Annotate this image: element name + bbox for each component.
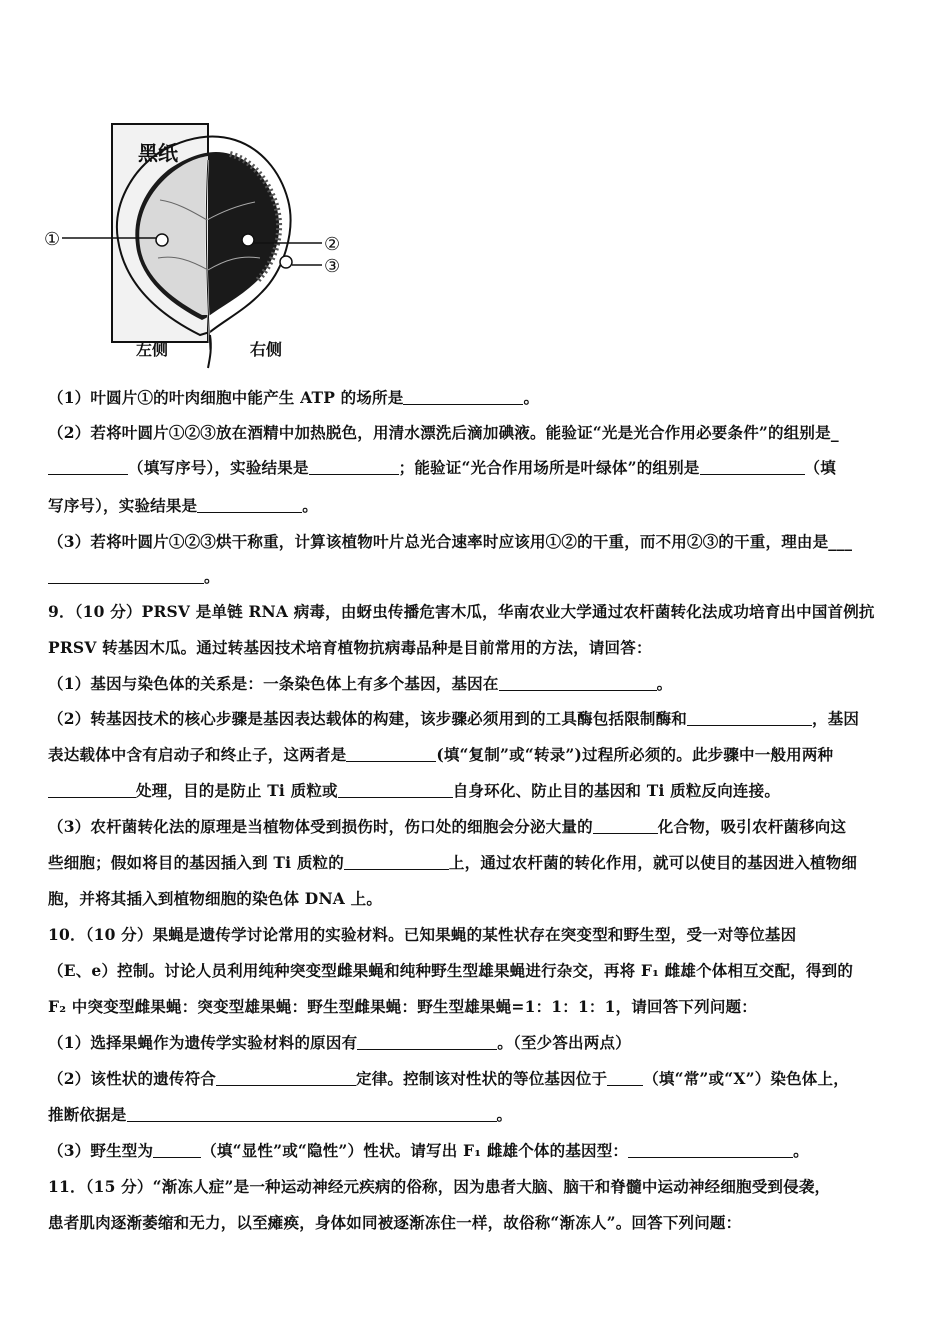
q10-stem-cont: （E、e）控制。讨论人员利用纯种突变型雌果蝇和纯种野生型雄果蝇进行杂交，再将 F₁ 雌雄个体相互交配，得到的: [48, 961, 854, 980]
answer-blank[interactable]: [153, 1142, 201, 1159]
answer-blank[interactable]: [338, 782, 453, 799]
answer-blank[interactable]: [309, 459, 399, 476]
answer-blank[interactable]: [48, 782, 136, 799]
answer-blank[interactable]: [346, 746, 436, 763]
answer-blank[interactable]: [593, 818, 658, 835]
q9-part2-end: 处理，目的是防止 Ti 质粒或 自身环化、防止目的基因和 Ti 质粒反向连接。: [48, 779, 780, 801]
leaf-disc-3: [280, 256, 292, 268]
q8-part1: （1）叶圆片①的叶肉细胞中能产生 ATP 的场所是 。: [48, 388, 540, 407]
q10-stem-end: F₂ 中突变型雌果蝇：突变型雄果蝇：野生型雌果蝇：野生型雄果蝇=1：1：1：1，请回答下列问题：: [48, 997, 757, 1016]
q11-stem: 11．（15 分）“渐冻人症”是一种运动神经元疾病的俗称，因为患者大脑、脑干和脊髓中运动神经细胞受到侵袭，: [48, 1177, 831, 1196]
answer-blank[interactable]: [607, 1070, 643, 1087]
answer-blank[interactable]: [403, 389, 523, 406]
q9-part3-end: 胞，并将其插入到植物细胞的染色体 DNA 上。: [48, 889, 383, 908]
q8-part3-cont: 。: [48, 565, 220, 587]
q9-part1: （1）基因与染色体的关系是：一条染色体上有多个基因，基因在 。: [48, 674, 673, 693]
q8-part3: （3）若将叶圆片①②③烘干称重，计算该植物叶片总光合速率时应该用①②的干重，而不用②③的干重，理由是___: [48, 532, 853, 551]
answer-blank[interactable]: [48, 459, 128, 476]
q9-part3: （3）农杆菌转化法的原理是当植物体受到损伤时，伤口处的细胞会分泌大量的 化合物，吸引农杆菌移向这: [48, 817, 847, 836]
answer-blank[interactable]: [344, 854, 449, 871]
left-side-label: 左侧: [136, 340, 169, 359]
q10-part2-cont: 推断依据是 。: [48, 1105, 513, 1124]
leaf-experiment-figure: [40, 110, 370, 370]
answer-blank[interactable]: [499, 675, 657, 692]
answer-blank[interactable]: [216, 1070, 356, 1087]
q8-part2: （2）若将叶圆片①②③放在酒精中加热脱色，用清水漂洗后滴加碘液。能验证“光是光合作用必要条件”的组别是_: [48, 423, 839, 442]
q10-part2: （2）该性状的遗传符合 定律。控制该对性状的等位基因位于 （填“常”或“X”）染色体上，: [48, 1069, 849, 1088]
answer-blank[interactable]: [197, 497, 302, 514]
answer-blank[interactable]: [48, 568, 204, 585]
answer-blank[interactable]: [700, 459, 805, 476]
answer-blank[interactable]: [357, 1034, 497, 1051]
answer-blank[interactable]: [127, 1106, 497, 1123]
q9-stem: 9．（10 分）PRSV 是单链 RNA 病毒，由蚜虫传播危害木瓜，华南农业大学通过农杆菌转化法成功培育出中国首例抗: [48, 602, 875, 621]
black-paper-label: 黑纸: [138, 141, 178, 165]
q9-part3-cont: 些细胞；假如将目的基因插入到 Ti 质粒的 上，通过农杆菌的转化作用，就可以使目的基因进入植物细: [48, 853, 858, 872]
answer-blank[interactable]: [628, 1142, 793, 1159]
marker-1: ①: [44, 229, 61, 250]
marker-2: ②: [324, 234, 341, 255]
leaf-disc-1: [156, 234, 168, 246]
answer-blank[interactable]: [687, 710, 812, 727]
leaf-disc-2: [242, 234, 254, 246]
q10-stem: 10．（10 分）果蝇是遗传学讨论常用的实验材料。已知果蝇的某性状存在突变型和野生型，受一对等位基因: [48, 925, 797, 944]
q9-stem-cont: PRSV 转基因木瓜。通过转基因技术培育植物抗病毒品种是目前常用的方法，请回答：: [48, 638, 652, 657]
q11-stem-cont: 患者肌肉逐渐萎缩和无力，以至瘫痪，身体如同被逐渐冻住一样，故俗称“渐冻人”。回答下列问题：: [48, 1213, 742, 1232]
q10-part3: （3）野生型为 （填“显性”或“隐性”）性状。请写出 F₁ 雌雄个体的基因型： 。: [48, 1141, 809, 1160]
q9-part2: （2）转基因技术的核心步骤是基因表达载体的构建，该步骤必须用到的工具酶包括限制酶和 ，基因: [48, 709, 860, 728]
q10-part1: （1）选择果蝇作为遗传学实验材料的原因有 。（至少答出两点）: [48, 1033, 631, 1052]
right-side-label: 右侧: [250, 340, 283, 359]
q9-part2-cont: 表达载体中含有启动子和终止子，这两者是 (填“复制”或“转录”)过程所必须的。此步骤中一般用两种: [48, 745, 834, 764]
q8-part2-end: 写序号），实验结果是 。: [48, 496, 318, 515]
marker-3: ③: [324, 256, 341, 277]
q8-part2-cont: （填写序号），实验结果是 ；能验证“光合作用场所是叶绿体”的组别是 （填: [48, 456, 836, 478]
